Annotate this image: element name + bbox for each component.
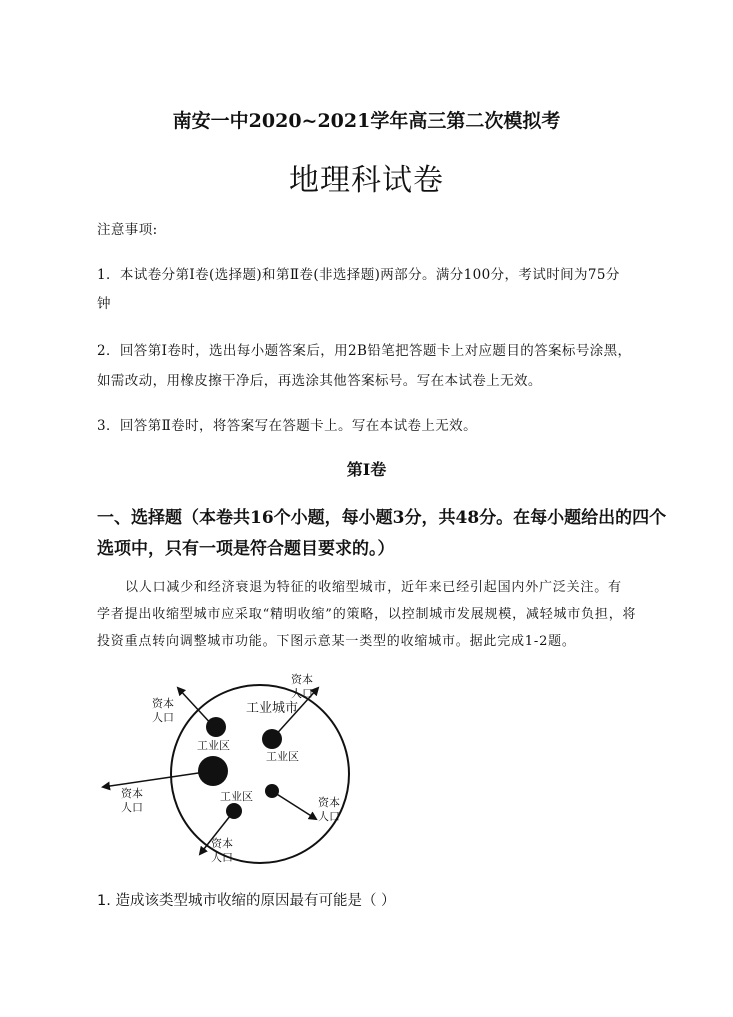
flow-label-population: 人口 (121, 801, 143, 814)
question-1: 1. 造成该类型城市收缩的原因最有可能是（ ） (97, 893, 396, 909)
flow-label-population: 人口 (152, 711, 174, 724)
flow-label-capital: 资本 (121, 787, 143, 800)
notes-heading: 注意事项: (97, 222, 158, 238)
note-item-3: 3．回答第Ⅱ卷时，将答案写在答题卡上。写在本试卷上无效。 (97, 418, 477, 434)
passage-line-2: 学者提出收缩型城市应采取“精明收缩”的策略，以控制城市发展规模，减轻城市负担，将 (97, 607, 637, 622)
note-item-2-line-1: 2．回答第Ⅰ卷时，选出每小题答案后，用2B铅笔把答题卡上对应题目的答案标号涂黑， (97, 343, 632, 359)
part1-heading-line-1: 一、选择题（本卷共16个小题，每小题3分，共48分。在每小题给出的四个 (97, 508, 667, 528)
note-item-1-line-2: 钟 (97, 296, 111, 312)
industrial-zone-dot (226, 803, 242, 819)
flow-label-capital: 资本 (318, 796, 340, 809)
outflow-arrow-west (103, 771, 212, 787)
flow-label-capital: 资本 (291, 673, 313, 686)
passage-line-1: 以人口减少和经济衰退为特征的收缩型城市，近年来已经引起国内外广泛关注。有 (125, 580, 622, 595)
industrial-zone-dot (206, 717, 226, 737)
industrial-zone-dot (198, 756, 228, 786)
passage-line-3: 投资重点转向调整城市功能。下图示意某一类型的收缩城市。据此完成1-2题。 (97, 634, 576, 649)
flow-label-capital: 资本 (152, 697, 174, 710)
note-item-1-line-1: 1．本试卷分第Ⅰ卷(选择题)和第Ⅱ卷(非选择题)两部分。满分100分，考试时间为75分 (97, 267, 620, 283)
exam-title: 南安一中2020~2021学年高三第二次模拟考 (172, 110, 561, 132)
subject-title: 地理科试卷 (289, 163, 444, 198)
part1-heading-line-2: 选项中，只有一项是符合题目要求的。） (97, 539, 395, 559)
industrial-zone-dot (262, 729, 282, 749)
note-item-2-line-2: 如需改动，用橡皮擦干净后，再选涂其他答案标号。写在本试卷上无效。 (97, 373, 542, 389)
flow-label-population: 人口 (211, 851, 233, 864)
flow-label-population: 人口 (318, 810, 340, 823)
zone-label: 工业区 (266, 750, 299, 763)
part1-title: 第Ⅰ卷 (346, 460, 387, 479)
flow-label-capital: 资本 (211, 837, 233, 850)
industrial-zone-dot (265, 784, 279, 798)
zone-label: 工业区 (197, 739, 230, 752)
zone-label: 工业区 (220, 790, 253, 803)
outflow-arrow-east (272, 791, 316, 819)
city-label: 工业城市 (246, 701, 299, 716)
flow-label-population: 人口 (291, 687, 313, 700)
